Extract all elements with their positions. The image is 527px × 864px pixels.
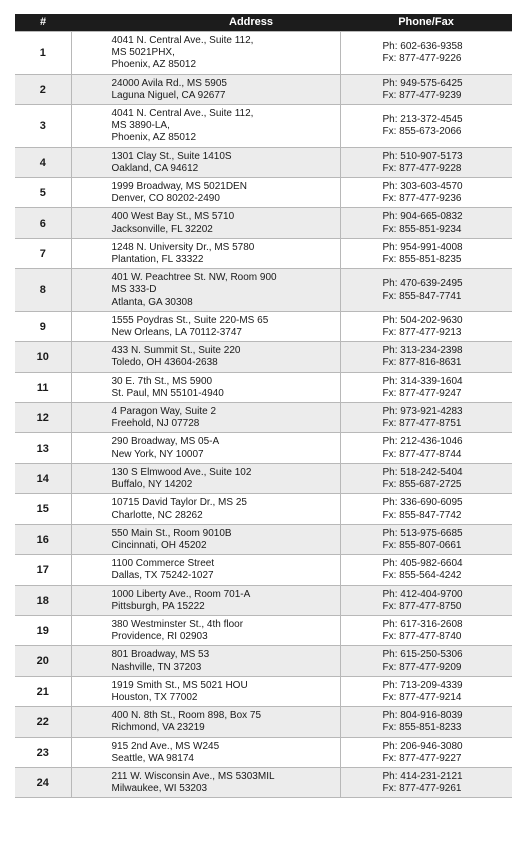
office-directory — [15, 14, 512, 798]
address-line: 30 E. 7th St., MS 5900 — [111, 375, 213, 387]
address-cell — [71, 311, 340, 341]
table-row — [15, 615, 512, 645]
row-number: 8 — [15, 269, 71, 312]
table-row — [15, 585, 512, 615]
address-line: 1999 Broadway, MS 5021DEN — [111, 181, 247, 193]
address-cell — [71, 524, 340, 554]
address-cell — [71, 463, 340, 493]
fax-number: Fx: 877-477-8751 — [382, 418, 462, 430]
fax-number: Fx: 877-477-8744 — [382, 448, 462, 460]
address-cell — [71, 208, 340, 238]
address-line: 400 N. 8th St., Room 898, Box 75 — [111, 710, 262, 722]
phone-number: Ph: 804-916-8039 — [382, 710, 463, 722]
phone-number: Ph: 949-575-6425 — [382, 77, 463, 89]
row-number: 11 — [15, 372, 71, 402]
address-cell — [71, 555, 340, 585]
phone-number: Ph: 314-339-1604 — [382, 375, 463, 387]
address-line: 211 W. Wisconsin Ave., MS 5303MIL — [111, 770, 275, 782]
row-number: 23 — [15, 737, 71, 767]
phone-fax-cell — [340, 707, 512, 737]
address-line: 433 N. Summit St., Suite 220 — [111, 345, 241, 357]
address-line: Buffalo, NY 14202 — [111, 479, 193, 491]
phone-fax-cell — [340, 74, 512, 104]
row-number: 4 — [15, 147, 71, 177]
address-cell — [71, 707, 340, 737]
table-row — [15, 463, 512, 493]
phone-fax-cell — [340, 494, 512, 524]
table-row — [15, 147, 512, 177]
table-row — [15, 433, 512, 463]
fax-number: Fx: 855-847-7741 — [382, 290, 462, 302]
address-cell — [71, 767, 340, 797]
row-number: 17 — [15, 555, 71, 585]
row-number: 14 — [15, 463, 71, 493]
address-line: 1100 Commerce Street — [111, 558, 215, 570]
row-number: 1 — [15, 32, 71, 75]
address-cell — [71, 269, 340, 312]
row-number: 2 — [15, 74, 71, 104]
phone-number: Ph: 206-946-3080 — [382, 740, 463, 752]
address-cell — [71, 342, 340, 372]
phone-number: Ph: 510-907-5173 — [382, 150, 463, 162]
fax-number: Fx: 877-477-9213 — [382, 327, 462, 339]
address-line: Plantation, FL 33322 — [111, 254, 204, 266]
row-number: 24 — [15, 767, 71, 797]
address-line: 1000 Liberty Ave., Room 701-A — [111, 588, 251, 600]
address-line: Atlanta, GA 30308 — [111, 296, 193, 308]
fax-number: Fx: 855-564-4242 — [382, 570, 462, 582]
address-cell — [71, 403, 340, 433]
address-cell — [71, 74, 340, 104]
phone-fax-cell — [340, 646, 512, 676]
table-row — [15, 178, 512, 208]
address-line: Pittsburgh, PA 15222 — [111, 600, 205, 612]
address-line: 4041 N. Central Ave., Suite 112, — [111, 35, 254, 46]
row-number: 16 — [15, 524, 71, 554]
row-number: 5 — [15, 178, 71, 208]
fax-number: Fx: 855-851-9234 — [382, 223, 462, 235]
address-line: Phoenix, AZ 85012 — [111, 59, 197, 71]
phone-number: Ph: 313-234-2398 — [382, 345, 463, 357]
fax-number: Fx: 877-477-9247 — [382, 387, 462, 399]
address-cell — [71, 676, 340, 706]
address-cell — [71, 494, 340, 524]
fax-number: Fx: 877-477-9226 — [382, 53, 462, 65]
address-line: Seattle, WA 98174 — [111, 752, 194, 764]
address-cell — [71, 433, 340, 463]
address-cell — [71, 238, 340, 268]
phone-number: Ph: 954-991-4008 — [382, 241, 463, 253]
address-line: 1301 Clay St., Suite 1410S — [111, 150, 232, 162]
phone-fax-cell — [340, 585, 512, 615]
office-table — [15, 14, 512, 798]
address-cell — [71, 737, 340, 767]
address-cell — [71, 372, 340, 402]
phone-fax-cell — [340, 615, 512, 645]
address-line: 24000 Avila Rd., MS 5905 — [111, 77, 227, 89]
phone-number: Ph: 212-436-1046 — [382, 436, 463, 448]
phone-fax-cell — [340, 767, 512, 797]
address-line: 1555 Poydras St., Suite 220-MS 65 — [111, 314, 269, 326]
header-number: # — [15, 14, 71, 32]
row-number: 7 — [15, 238, 71, 268]
row-number: 6 — [15, 208, 71, 238]
address-cell — [71, 105, 340, 148]
phone-number: Ph: 513-975-6685 — [382, 527, 463, 539]
phone-number: Ph: 303-603-4570 — [382, 181, 463, 193]
address-line: Denver, CO 80202-2490 — [111, 193, 220, 205]
address-line: Oakland, CA 94612 — [111, 162, 199, 174]
phone-fax-cell — [340, 555, 512, 585]
table-row — [15, 269, 512, 312]
phone-number: Ph: 713-209-4339 — [382, 679, 463, 691]
address-line: 1919 Smith St., MS 5021 HOU — [111, 679, 248, 691]
address-line: 130 S Elmwood Ave., Suite 102 — [111, 466, 252, 478]
table-row — [15, 105, 512, 148]
phone-fax-cell — [340, 372, 512, 402]
address-line: 915 2nd Ave., MS W245 — [111, 740, 220, 752]
phone-number: Ph: 405-982-6604 — [382, 558, 463, 570]
fax-number: Fx: 877-477-9227 — [382, 752, 462, 764]
fax-number: Fx: 877-477-9214 — [382, 691, 462, 703]
phone-number: Ph: 470-639-2495 — [382, 278, 463, 290]
row-number: 9 — [15, 311, 71, 341]
address-line: MS 5021PHX, — [111, 47, 175, 59]
phone-number: Ph: 904-665-0832 — [382, 211, 463, 223]
fax-number: Fx: 855-851-8235 — [382, 254, 462, 266]
fax-number: Fx: 855-807-0661 — [382, 539, 462, 551]
table-header-row — [15, 14, 512, 32]
table-row — [15, 342, 512, 372]
row-number: 15 — [15, 494, 71, 524]
address-line: Jacksonville, FL 32202 — [111, 223, 213, 235]
table-body — [15, 32, 512, 798]
row-number: 3 — [15, 105, 71, 148]
fax-number: Fx: 877-477-9261 — [382, 783, 462, 795]
phone-number: Ph: 602-636-9358 — [382, 41, 463, 53]
address-line: New York, NY 10007 — [111, 448, 204, 460]
address-cell — [71, 32, 340, 75]
phone-number: Ph: 615-250-5306 — [382, 649, 463, 661]
address-line: Nashville, TN 37203 — [111, 661, 202, 673]
phone-fax-cell — [340, 147, 512, 177]
address-line: Richmond, VA 23219 — [111, 722, 205, 734]
phone-number: Ph: 336-690-6095 — [382, 497, 463, 509]
address-cell — [71, 585, 340, 615]
table-row — [15, 238, 512, 268]
address-line: Freehold, NJ 07728 — [111, 418, 200, 430]
table-row — [15, 646, 512, 676]
address-line: MS 3890-LA, — [111, 120, 170, 132]
address-line: St. Paul, MN 55101-4940 — [111, 387, 224, 399]
phone-fax-cell — [340, 178, 512, 208]
fax-number: Fx: 877-477-8740 — [382, 631, 462, 643]
table-row — [15, 524, 512, 554]
table-row — [15, 208, 512, 238]
row-number: 10 — [15, 342, 71, 372]
phone-number: Ph: 213-372-4545 — [382, 114, 463, 126]
address-line: Houston, TX 77002 — [111, 691, 198, 703]
address-line: Providence, RI 02903 — [111, 631, 208, 643]
table-row — [15, 555, 512, 585]
row-number: 21 — [15, 676, 71, 706]
address-line: Charlotte, NC 28262 — [111, 509, 203, 521]
header-phone-fax: Phone/Fax — [340, 14, 512, 32]
table-row — [15, 707, 512, 737]
address-cell — [71, 178, 340, 208]
address-cell — [71, 646, 340, 676]
fax-number: Fx: 877-477-9239 — [382, 89, 462, 101]
phone-fax-cell — [340, 433, 512, 463]
phone-fax-cell — [340, 238, 512, 268]
phone-fax-cell — [340, 342, 512, 372]
address-cell — [71, 147, 340, 177]
address-line: Milwaukee, WI 53203 — [111, 783, 208, 795]
address-line: 400 West Bay St., MS 5710 — [111, 211, 235, 223]
table-row — [15, 494, 512, 524]
header-address: Address — [71, 14, 340, 32]
phone-fax-cell — [340, 269, 512, 312]
fax-number: Fx: 877-477-9228 — [382, 162, 462, 174]
row-number: 20 — [15, 646, 71, 676]
phone-number: Ph: 617-316-2608 — [382, 618, 463, 630]
phone-fax-cell — [340, 311, 512, 341]
address-line: Dallas, TX 75242-1027 — [111, 570, 214, 582]
row-number: 18 — [15, 585, 71, 615]
phone-number: Ph: 973-921-4283 — [382, 406, 463, 418]
phone-fax-cell — [340, 32, 512, 75]
fax-number: Fx: 855-687-2725 — [382, 479, 462, 491]
phone-number: Ph: 504-202-9630 — [382, 314, 463, 326]
address-line: MS 333-D — [111, 284, 157, 296]
address-line: 1248 N. University Dr., MS 5780 — [111, 241, 255, 253]
phone-fax-cell — [340, 676, 512, 706]
phone-fax-cell — [340, 463, 512, 493]
phone-number: Ph: 414-231-2121 — [382, 770, 463, 782]
table-row — [15, 403, 512, 433]
address-line: Laguna Niguel, CA 92677 — [111, 89, 226, 101]
phone-number: Ph: 518-242-5404 — [382, 466, 463, 478]
phone-fax-cell — [340, 737, 512, 767]
address-line: 4041 N. Central Ave., Suite 112, — [111, 108, 254, 120]
phone-fax-cell — [340, 524, 512, 554]
address-cell — [71, 615, 340, 645]
address-line: 290 Broadway, MS 05-A — [111, 436, 220, 448]
table-row — [15, 311, 512, 341]
row-number: 19 — [15, 615, 71, 645]
phone-number: Ph: 412-404-9700 — [382, 588, 463, 600]
fax-number: Fx: 855-851-8233 — [382, 722, 462, 734]
row-number: 13 — [15, 433, 71, 463]
address-line: 4 Paragon Way, Suite 2 — [111, 406, 217, 418]
address-line: 380 Westminster St., 4th floor — [111, 618, 244, 630]
address-line: Phoenix, AZ 85012 — [111, 132, 197, 144]
table-row — [15, 767, 512, 797]
address-line: 401 W. Peachtree St. NW, Room 900 — [111, 272, 277, 284]
table-row — [15, 372, 512, 402]
fax-number: Fx: 877-477-8750 — [382, 600, 462, 612]
address-line: 10715 David Taylor Dr., MS 25 — [111, 497, 247, 509]
row-number: 12 — [15, 403, 71, 433]
row-number: 22 — [15, 707, 71, 737]
address-line: New Orleans, LA 70112-3747 — [111, 327, 242, 339]
phone-fax-cell — [340, 208, 512, 238]
fax-number: Fx: 877-477-9236 — [382, 193, 462, 205]
fax-number: Fx: 877-816-8631 — [382, 357, 462, 369]
table-row — [15, 737, 512, 767]
fax-number: Fx: 855-847-7742 — [382, 509, 462, 521]
address-line: Cincinnati, OH 45202 — [111, 539, 207, 551]
phone-fax-cell — [340, 105, 512, 148]
phone-fax-cell — [340, 403, 512, 433]
table-row — [15, 32, 512, 75]
address-line: 550 Main St., Room 9010B — [111, 527, 232, 539]
address-line: Toledo, OH 43604-2638 — [111, 357, 218, 369]
table-row — [15, 676, 512, 706]
fax-number: Fx: 877-477-9209 — [382, 661, 462, 673]
table-row — [15, 74, 512, 104]
fax-number: Fx: 855-673-2066 — [382, 126, 462, 138]
address-line: 801 Broadway, MS 53 — [111, 649, 210, 661]
